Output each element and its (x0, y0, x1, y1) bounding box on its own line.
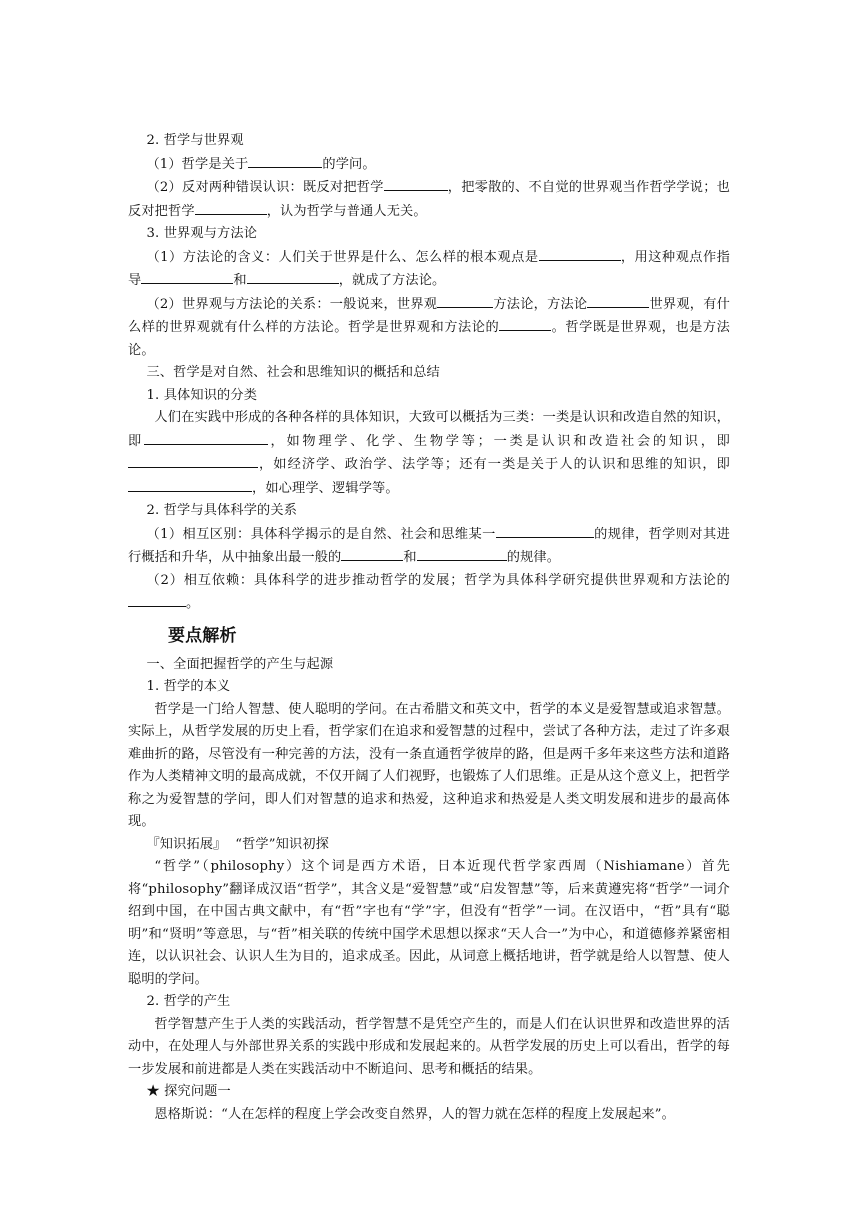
text: （2）反对两种错误认识：既反对把哲学 (146, 180, 384, 195)
paragraph-extension: “哲学”（philosophy）这个词是西方术语，日本近现代哲学家西周（Nishiamane）首先将“philosophy”翻译成汉语“哲学”，其含义是“爱智慧”或“启发智慧”等，后来黄遵宪将“哲学”一词介绍到中国，在中国古典文献中，有“哲”字也有“学”字，但没有“哲学”一词。在汉语中，“哲”具有“聪明”和“贤明”等意思，与“哲”相关联的传统中国学术思想以探求“天人合一”为中心，和道德修养紧密相连，以认识社会、认识人生为目的，追求成圣。因此，从词意上概括地讲，哲学就是给人以智慧、使人聪明的学问。 (128, 859, 730, 987)
text: （1）方法论的含义：人们关于世界是什么、怎么样的根本观点是 (146, 249, 539, 265)
fill-item-1 (128, 153, 730, 177)
blank-field[interactable] (539, 246, 621, 261)
text: ，用这种观点作指导 (128, 249, 730, 288)
heading-knowledge-categories: 1. 具体知识的分类 (146, 387, 258, 403)
blank-field[interactable] (341, 546, 403, 561)
blank-field[interactable] (128, 453, 258, 468)
extension-label: 『知识拓展』 (146, 836, 227, 852)
text: （2）相互依赖：具体科学的进步推动哲学的发展；哲学为具体科学研究提供世界观和方法论的 (146, 572, 730, 588)
blank-field[interactable] (587, 293, 649, 308)
text: 。哲学既是世界观，也是方法论。 (128, 320, 730, 358)
text: 方法论，方法论 (493, 296, 588, 312)
section-title-key-analysis: 要点解析 (168, 625, 237, 646)
blank-field[interactable] (128, 592, 186, 607)
knowledge-extension-header (128, 834, 730, 857)
star-icon: ★ (146, 1084, 160, 1099)
text: （1）相互区别：具体科学揭示的是自然、社会和思维某一 (146, 526, 496, 542)
text: 的规律。 (506, 550, 561, 565)
text: 和 (403, 550, 417, 565)
document-page (128, 130, 730, 1126)
fill-item-3 (128, 246, 730, 293)
fill-item-5 (128, 407, 730, 500)
blank-field[interactable] (499, 316, 551, 331)
blank-field[interactable] (384, 176, 448, 191)
text: ，把零散的、不自觉的世界观当作哲学学说；也反对把哲学 (128, 180, 730, 219)
text: ，如心理学、逻辑学等。 (252, 480, 399, 496)
fill-item-6 (128, 523, 730, 570)
inquiry-label: 探究问题一 (164, 1084, 231, 1099)
blank-field[interactable] (437, 293, 493, 308)
text: （2）世界观与方法论的关系：一般说来，世界观 (146, 296, 438, 312)
heading-analysis-one: 一、全面把握哲学的产生与起源 (146, 656, 334, 672)
blank-field[interactable] (417, 546, 507, 561)
text: 世界观，有什么样的世界观就有什么样的方法论。哲学是世界观和方法论的 (128, 296, 730, 335)
fill-item-2 (128, 176, 730, 223)
text: 的规律，哲学则对其进行概括和升华，从中抽象出最一般的 (128, 526, 730, 565)
blank-field[interactable] (496, 523, 594, 538)
text: （1）哲学是关于 (146, 156, 249, 172)
inquiry-header (128, 1081, 730, 1104)
text: ，认为哲学与普通人无关。 (266, 203, 427, 219)
fill-item-7 (128, 570, 730, 616)
heading-original-meaning: 1. 哲学的本义 (146, 679, 231, 694)
heading-philosophy-science: 2. 哲学与具体科学的关系 (146, 503, 298, 518)
blank-field[interactable] (195, 200, 267, 215)
text: 和 (233, 273, 247, 288)
blank-field[interactable] (128, 477, 252, 492)
text: 。 (186, 596, 200, 611)
text: ，如经济学、政治学、法学等；还有一类是关于人的认识和思维的知识，即 (258, 457, 730, 472)
text: ，就成了方法论。 (338, 273, 446, 288)
paragraph-engels-quote: 恩格斯说：“人在怎样的程度上学会改变自然界，人的智力就在怎样的程度上发展起来”。 (154, 1106, 675, 1122)
blank-field[interactable] (248, 153, 322, 168)
paragraph-origin: 哲学智慧产生于人类的实践活动，哲学智慧不是凭空产生的，而是人们在认识世界和改造世界的活动中，在处理人与外部世界关系的实践中形成和发展起来的。从哲学发展的历史上可以看出，哲学的每一步发展和前进都是人类在实践活动中不断追问、思考和概括的结果。 (128, 1016, 730, 1077)
extension-title: “哲学”知识初探 (235, 836, 329, 852)
heading-worldview-methodology: 3. 世界观与方法论 (146, 226, 258, 241)
paragraph-original-meaning: 哲学是一门给人智慧、使人聪明的学问。在古希腊文和英文中，哲学的本义是爱智慧或追求智慧。实际上，从哲学发展的历史上看，哲学家们在追求和爱智慧的过程中，尝试了各种方法，走过了许多艰难曲折的路，尽管没有一种完善的方法，没有一条直通哲学彼岸的路，但是两千多年来这些方法和道路作为人类精神文明的最高成就，不仅开阔了人们视野，也锻炼了人们思维。正是从这个意义上，把哲学称之为爱智慧的学问，即人们对智慧的追求和热爱，这种追求和热爱是人类文明发展和进步的最高体现。 (128, 701, 730, 829)
heading-origin: 2. 哲学的产生 (146, 994, 231, 1009)
blank-field[interactable] (144, 430, 268, 445)
heading-section-three: 三、哲学是对自然、社会和思维知识的概括和总结 (146, 365, 440, 380)
fill-item-4 (128, 293, 730, 363)
blank-field[interactable] (141, 269, 233, 284)
heading-philosophy-worldview: 2. 哲学与世界观 (146, 133, 244, 148)
text: 的学问。 (322, 156, 376, 172)
text: 人们在实践中形成的各种各样的具体知识，大致可以概括为三类：一类是认识和改造自然的知识，即 (128, 410, 730, 449)
blank-field[interactable] (247, 269, 339, 284)
text: ，如物理学、化学、生物学等；一类是认识和改造社会的知识，即 (267, 433, 730, 449)
